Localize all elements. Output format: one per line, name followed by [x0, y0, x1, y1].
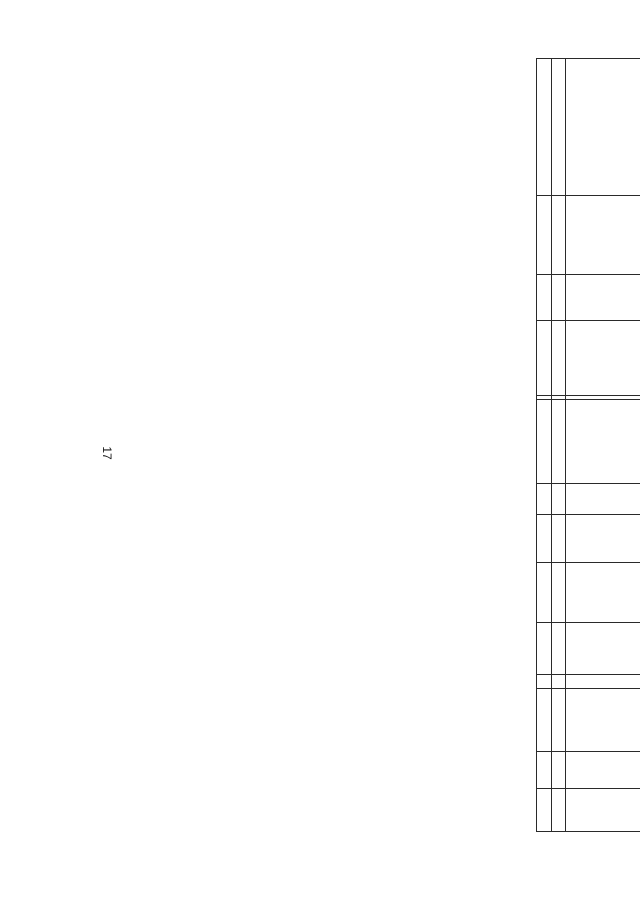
col-number-row-line [551, 58, 552, 832]
header-c4-line [536, 622, 640, 623]
norm-split-line [536, 395, 640, 396]
norm-left-line [536, 514, 640, 515]
header-right-line [536, 674, 640, 675]
header-c1-line [536, 788, 640, 789]
row-line-1 [536, 562, 640, 563]
row-line-2 [536, 483, 640, 484]
table-border-left [536, 58, 640, 59]
row-line-3 [536, 399, 640, 400]
page-number: 17 [100, 446, 114, 460]
norm-cost-split [536, 274, 640, 275]
table-border-right [536, 831, 640, 832]
header-c2-line [536, 751, 640, 752]
header-c3-line [536, 688, 640, 689]
row-line-4 [536, 320, 640, 321]
medical-care-table [536, 58, 640, 832]
cost-budget-line [536, 195, 640, 196]
header-bottom-line [565, 58, 566, 832]
rotated-page [536, 58, 640, 270]
table-border-bottom [536, 58, 537, 832]
